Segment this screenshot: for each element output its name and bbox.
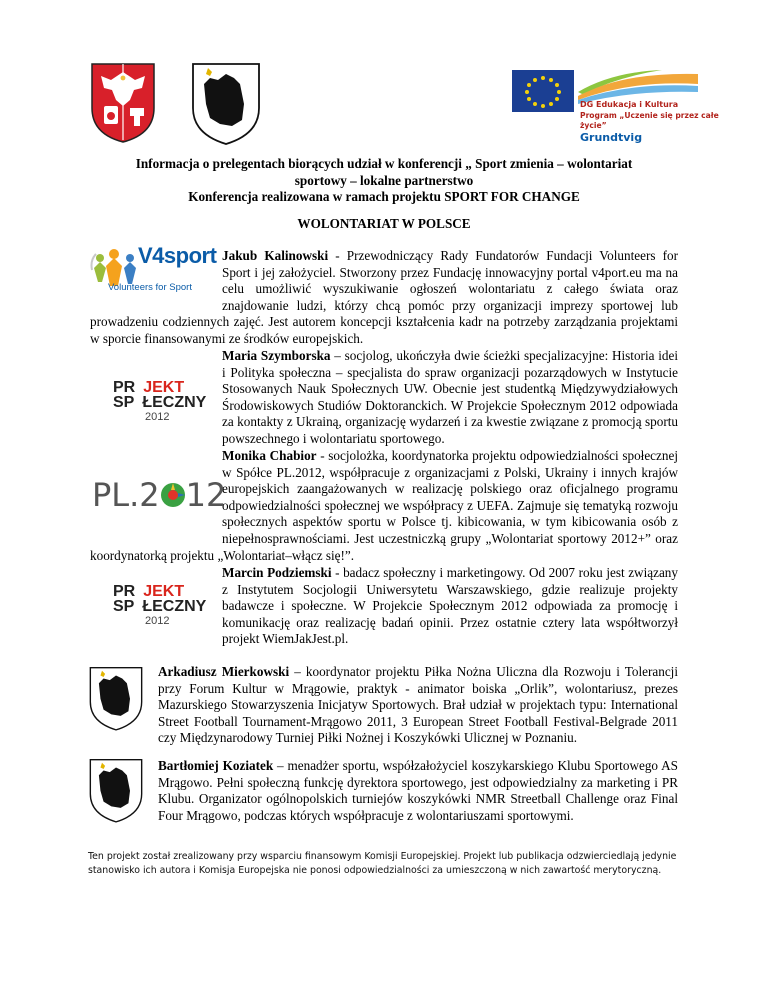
header-logos bbox=[0, 0, 768, 150]
mragowo-coat-of-arms-icon bbox=[88, 664, 144, 732]
speaker-bio: - Przewodniczący Rady Fundatorów Fundacji Volunteers for Sport i jej założyciel. Stworzony przez Fundację innowacyjny portal v4port.eu ma na celu umożliwić wyszukiwanie ogłoszeń wolontariatu z całego świata oraz znajdowanie ludzi, którzy chcą pomóc przy organizacji imprezy sportowej lub prowadzeniu codziennych zajęć. Jest autorem koncepcji kształcenia kadr na potrzeby zarządzania projektami w sporcie finansowanymi ze środków europejskich. bbox=[90, 248, 678, 346]
speaker-mierkowski bbox=[158, 664, 678, 747]
ps-logo-text: PR bbox=[113, 379, 136, 396]
ps-logo-text: SP bbox=[113, 394, 135, 411]
speaker-name: Bartłomiej Koziatek bbox=[158, 758, 274, 773]
speaker-name: Monika Chabior bbox=[222, 448, 317, 463]
speaker-bio: – koordynator projektu Piłka Nożna Uliczna dla Rozwoju i Tolerancji przy Forum Kultur w Mrągowie, praktyk - animator boiska „Orlik”, wolontariusz, prezes Mazurskiego Stowarzyszenia Inicjatyw Sportowych. Brał udział w projektach typu: International Street Football Tournament-Mrągowo 2011, 3 European Street Football Festival-Belgrade 2011 czy Międzynarodowy Turniej Piłki Nożnej i Koszykówki Ulicznej w Poznaniu. bbox=[158, 664, 678, 746]
projekt-spoleczny-logo-1 bbox=[113, 380, 213, 425]
eu-logo-line2: Program „Uczenie się przez całe życie” bbox=[580, 110, 719, 130]
ps-logo-text: SP bbox=[113, 598, 135, 615]
title-line-2: sportowy – lokalne partnerstwo bbox=[294, 172, 474, 188]
ps-logo-text: ŁECZNY bbox=[142, 598, 207, 615]
eu-disclaimer-footer: Ten projekt został zrealizowany przy wsparciu finansowym Komisji Europejskiej. Projekt lub publikacja odzwierciedlają jedynie stanowisko ich autora i Komisja Europejska nie ponosi odpowiedzialności za umieszczoną w nich zawartość merytoryczną. bbox=[88, 851, 677, 876]
warmia-masuria-coat-of-arms-icon bbox=[90, 62, 156, 144]
speaker-name: Marcin Podziemski bbox=[222, 565, 332, 580]
speaker-kalinowski bbox=[90, 243, 678, 348]
speaker-podziemski bbox=[222, 565, 678, 648]
eu-logo-line3: Grundtvig bbox=[580, 130, 643, 144]
v4sport-tagline: Volunteers for Sport bbox=[108, 282, 192, 293]
projekt-spoleczny-logo-2 bbox=[113, 584, 213, 629]
ps-logo-year: 2012 bbox=[145, 615, 170, 627]
title-line-1: Informacja o prelegentach biorących udział w konferencji „ Sport zmienia – wolontariat bbox=[135, 156, 633, 171]
speaker-bio: – socjolog, ukończyła dwie ścieżki specjalizacyjne: Historia idei i Polityka społeczna – specjalista do spraw organizacji pozarządowych w Instytucie Stosowanych Nauk Społecznych UW. Obecnie jest studentką Międzywydziałowych Środowiskowych Studiów Doktoranckich. W Projekcie Społecznym 2012 odpowiada za kontakty z Ukrainą, organizację wydarzeń i za kwestie związane z promocją sportu powszechnego i wolontariatu sportowego. bbox=[222, 348, 678, 446]
mragowo-coat-of-arms-icon bbox=[190, 60, 262, 146]
document-title bbox=[90, 156, 678, 206]
ps-logo-text: JEKT bbox=[143, 379, 185, 396]
ps-logo-text: JEKT bbox=[143, 583, 185, 600]
title-line-3: Konferencja realizowana w ramach projektu SPORT FOR CHANGE bbox=[188, 189, 580, 204]
mragowo-coat-of-arms-icon bbox=[88, 756, 144, 824]
v4sport-logo bbox=[90, 243, 218, 298]
pl2012-text: 12 bbox=[185, 476, 227, 514]
speaker-name: Arkadiusz Mierkowski bbox=[158, 664, 290, 679]
eu-logo-line1: DG Edukacja i Kultura bbox=[580, 100, 679, 109]
ps-logo-year: 2012 bbox=[145, 411, 170, 423]
speaker-name: Maria Szymborska bbox=[222, 348, 331, 363]
ps-logo-text: ŁECZNY bbox=[142, 394, 207, 411]
v4sport-wordmark: V4sport bbox=[138, 243, 217, 268]
football-icon bbox=[160, 482, 186, 508]
ps-logo-text: PR bbox=[113, 583, 136, 600]
speaker-szymborska bbox=[222, 348, 678, 448]
section-title: WOLONTARIAT W POLSCE bbox=[297, 216, 471, 231]
pl2012-logo bbox=[92, 476, 226, 512]
speaker-bio: - badacz społeczny i marketingowy. Od 2007 roku jest związany z Instytutem Socjologii Uniwersytetu Warszawskiego, gdzie realizuje projekty badawcze i społeczne. W Projekcie Społecznym 2012 odpowiada za promocję i komunikację oraz realizację badań opinii. Przez ostatnie cztery lata współtworzył projekt WiemJakJest.pl. bbox=[222, 565, 678, 647]
speaker-bio: - socjolożka, koordynatorka projektu odpowiedzialności społecznej w Spółce PL.2012, współpracuje z organizacjami z Polski, Ukrainy i innych krajów europejskich zaangażowanych w realizację polskiego oraz oficjalnego programu odpowiedzialności społecznej we współpracy z UEFA. Zajmuje się tematyką rozwoju społecznych aspektów sportu w Polsce tj. kibicowania, w tym kibicowania osób z niepełnosprawnościami. Jest uczestniczką grupy „Wolontariat sportowy 2012+” oraz koordynatorką projektu „Wolontariat–włącz się!”. bbox=[90, 448, 678, 563]
speaker-bio: – menadżer sportu, współzałożyciel koszykarskiego Klubu Sportowego AS Mrągowo. Pełni społeczną funkcję dyrektora sportowego, jest odpowiedzialny za marketing i PR Klubu. Organizator ogólnopolskich turniejów koszykówki NMR Streetball Challenge oraz Final Four Mrągowo, podczas których współpracuje z wolontariuszami sportowymi. bbox=[158, 758, 678, 823]
speaker-name: Jakub Kalinowski bbox=[222, 248, 329, 263]
pl2012-text: PL.2 bbox=[92, 476, 160, 514]
speaker-koziatek bbox=[158, 758, 678, 824]
